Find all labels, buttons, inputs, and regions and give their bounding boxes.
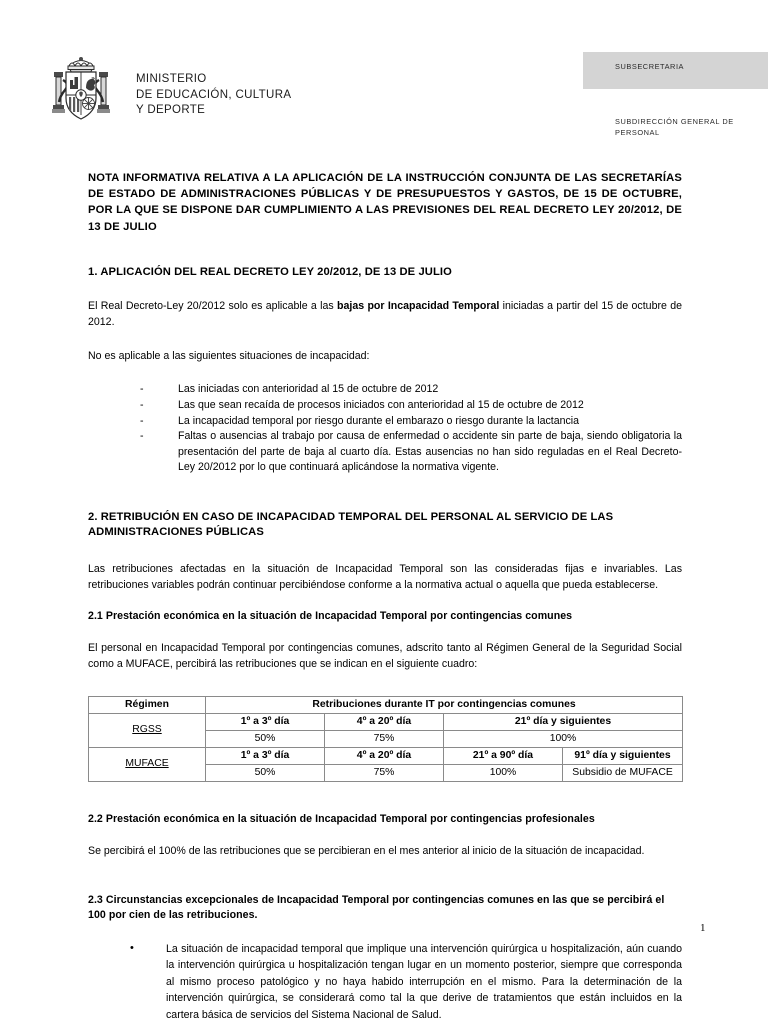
table-cell-muface-period-1: 1º a 3º día <box>206 747 325 764</box>
table-cell-muface-value-4: Subsidio de MUFACE <box>563 764 683 781</box>
table-header-group: Retribuciones durante IT por contingencias comunes <box>206 696 683 713</box>
section-1-list <box>88 382 682 476</box>
table-cell-rgss-period-3: 21º día y siguientes <box>444 713 683 730</box>
table-cell-muface-value-3: 100% <box>444 764 563 781</box>
s1-p1-part1: El Real Decreto-Ley 20/2012 solo es aplicable a las <box>88 300 338 313</box>
table-row <box>89 713 683 730</box>
table-cell-muface-period-3: 21º a 90º día <box>444 747 563 764</box>
ministry-line-2: DE EDUCACIÓN, CULTURA <box>136 88 292 101</box>
s1-p1-part2: iniciadas a partir del 15 de octubre de 2012. <box>88 300 682 329</box>
list-item: - Las que sean recaída de procesos iniciados con anterioridad al 15 de octubre de 2012 <box>140 398 682 414</box>
section-2-2-paragraph: Se percibirá el 100% de las retribuciones que se percibieran en el mes anterior al inicio de la situación de incapacidad. <box>88 844 645 857</box>
table-cell-muface-value-2: 75% <box>325 764 444 781</box>
document-body <box>88 170 682 1023</box>
table-header-regimen: Régimen <box>89 696 206 713</box>
ministry-line-3: Y DEPORTE <box>136 104 206 116</box>
rgss-label: RGSS <box>132 724 162 736</box>
section-1-paragraph-2: No es aplicable a las siguientes situaciones de incapacidad: <box>88 350 370 363</box>
table-cell-rgss-period-1: 1º a 3º día <box>206 713 325 730</box>
table-cell-rgss-value-3: 100% <box>444 730 683 747</box>
section-2-intro: Las retribuciones afectadas en la situación de Incapacidad Temporal son las consideradas fijas e invariables. Las retribuciones variables podrán continuar percibiéndose conforme a la normativa actual o aquella que pueda establecerse. <box>88 562 682 591</box>
table-row <box>89 747 683 764</box>
section-2-1-heading: 2.1 Prestación económica en la situación de Incapacidad Temporal por contingencias comunes <box>88 609 573 622</box>
retribuciones-table <box>88 696 683 782</box>
subdireccion-general-label: SUBDIRECCIÓN GENERAL DE PERSONAL <box>615 117 734 137</box>
section-2-heading: 2. RETRIBUCIÓN EN CASO DE INCAPACIDAD TEMPORAL DEL PERSONAL AL SERVICIO DE LAS ADMINISTRACIONES PÚBLICAS <box>88 510 614 539</box>
table-cell-regimen-muface <box>89 747 206 781</box>
subsecretaria-label: SUBSECRETARIA <box>615 62 685 71</box>
table-cell-rgss-period-2: 4º a 20º día <box>325 713 444 730</box>
document-header <box>0 0 768 160</box>
section-2-3-list <box>88 941 682 1023</box>
s1-p1-bold: bajas por Incapacidad Temporal <box>337 300 500 313</box>
section-2-2-heading: 2.2 Prestación económica en la situación de Incapacidad Temporal por contingencias profesionales <box>88 812 595 825</box>
table-cell-muface-period-4: 91º día y siguientes <box>563 747 683 764</box>
table-cell-muface-value-1: 50% <box>206 764 325 781</box>
table-cell-rgss-value-1: 50% <box>206 730 325 747</box>
page-number: 1 <box>700 922 706 934</box>
list-item: - Faltas o ausencias al trabajo por causa de enfermedad o accidente sin parte de baja, siendo obligatoria la presentación del parte de baja al cuarto día. Estas ausencias no han sido reguladas en el Real Decreto-Ley 20/2012 por lo que continuará aplicándose la normativa vigente. <box>140 429 682 476</box>
table-row <box>89 696 683 713</box>
page-title: NOTA INFORMATIVA RELATIVA A LA APLICACIÓN DE LA INSTRUCCIÓN CONJUNTA DE LAS SECRETARÍAS DE ESTADO DE ADMINISTRACIONES PÚBLICAS Y DE PRESUPUESTOS Y GASTOS, DE 15 DE OCTUBRE, POR LA QUE SE DISPONE DAR CUMPLIMIENTO A LAS PREVISIONES DEL REAL DECRETO LEY 20/2012, DE 13 DE JULIO <box>88 172 682 233</box>
ministry-line-1: MINISTERIO <box>136 73 207 85</box>
list-item: - La incapacidad temporal por riesgo durante el embarazo o riesgo durante la lactancia <box>140 414 682 430</box>
table-cell-regimen-rgss <box>89 713 206 747</box>
table-cell-rgss-value-2: 75% <box>325 730 444 747</box>
list-item: • La situación de incapacidad temporal que implique una intervención quirúrgica u hospitalización, aún cuando la intervención quirúrgica u hospitalización tengan lugar en un momento posterior, siempre que corresponda al mismo proceso patológico y no haya habido interrupción en el mismo. Para la determinación de la intervención quirúrgica, se considerará como tal la que derive de tratamientos que están incluidos en la cartera básica de servicios del Sistema Nacional de Salud. <box>128 941 682 1023</box>
section-2-3-heading: 2.3 Circunstancias excepcionales de Incapacidad Temporal por contingencias comunes en las que se percibirá el 100 por cien de las retribuciones. <box>88 893 665 921</box>
section-1-paragraph-1 <box>88 298 682 330</box>
section-2-1-paragraph: El personal en Incapacidad Temporal por contingencias comunes, adscrito tanto al Régimen General de la Seguridad Social como a MUFACE, percibirá las retribuciones que se indican en el siguiente cuadro: <box>88 641 682 670</box>
muface-label: MUFACE <box>125 758 169 770</box>
list-item: - Las iniciadas con anterioridad al 15 de octubre de 2012 <box>140 382 682 398</box>
table-cell-muface-period-2: 4º a 20º día <box>325 747 444 764</box>
spain-coat-of-arms-icon <box>50 50 112 126</box>
ministry-name <box>136 72 291 119</box>
section-1-heading: 1. APLICACIÓN DEL REAL DECRETO LEY 20/2012, DE 13 DE JULIO <box>88 265 452 278</box>
